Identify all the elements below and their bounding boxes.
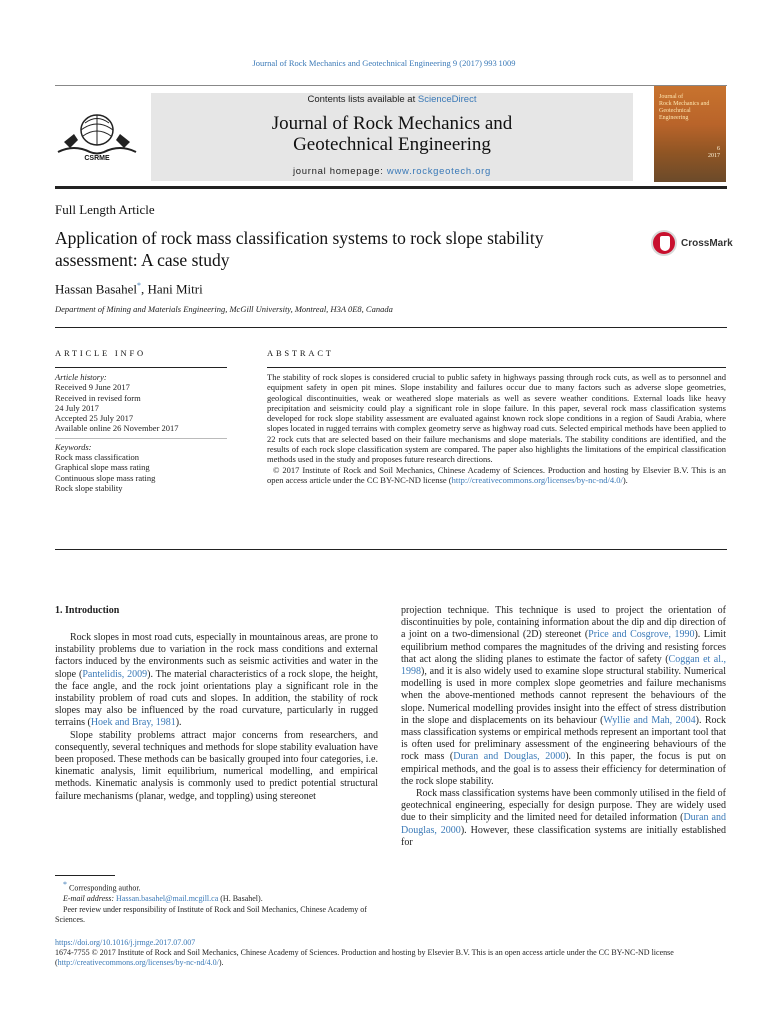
intro-paragraph-3: projection technique. This technique is used to project the orientation of discontinuities by pole, containing information about the dip and dip direction of a joint on a two-dimensional (2D) stereonet (Price and Cosgrove, 1990). Limit equilibrium method compares the magnitudes of the driving and resisting forces that act along the sliding planes to estimate the factor of safety (Coggan et al., 1998), and it is also widely used to examine slope structural stability. Numerical modelling is used in more complex slope geometries and failure mechanisms when the above-mentioned methods cannot represent the behaviours of the slope. Numerical modelling provides insight into the effect of stress distribution in the slope and displacements on its behaviour (Wyllie and Mah, 2004). Rock mass classification systems or empirical methods represent an important tool that is often used for preliminary assessment of the engineering behaviours of the rock mass (Duran and Douglas, 2000). In this paper, the focus is put on empirical methods, and the goal is to assess their efficiency for determination of the rock slope stability. [401,605,726,787]
contents-line [151,94,633,105]
publisher-logo-label: CSRME [84,155,110,162]
homepage-link[interactable]: www.rockgeotech.org [386,166,492,177]
crossmark-icon [651,230,677,256]
running-header: Journal of Rock Mechanics and Geotechnical Engineering 9 (2017) 993 1009 [252,58,516,68]
journal-title-line1: Journal of Rock Mechanics and [271,113,513,134]
cover-title-line4: Engineering [659,115,689,121]
footer-license-link[interactable]: http://creativecommons.org/licenses/by-nc-nd/4.0/ [57,958,219,967]
cover-title-line1: Journal of [659,94,684,100]
abstract-bottom-rule [55,549,727,550]
author-separator: , [140,281,148,297]
homepage-prefix: journal homepage: [292,166,387,177]
corresponding-author-note: * Corresponding author. [63,880,141,893]
introduction-heading: 1. Introduction [55,605,120,616]
intro-paragraph-2: Slope stability problems attract major concerns from researchers, and consequently, several techniques and methods for slope stability evaluation have been proposed. These methods can be basically grouped into four categories, i.e. kinematic analysis, limit equilibrium, numerical modelling, and empirical methods. Kinematic analysis is commonly used to predict potential structural failure mechanisms (planar, wedge, and toppling) using stereonet [55,729,378,802]
affiliation: Department of Mining and Materials Engineering, McGill University, Montreal, H3A 0E8, Canada [55,304,393,314]
author-2[interactable]: Hani Mitri [147,281,203,297]
journal-title-line2: Geotechnical Engineering [293,134,491,155]
peer-review-note: Peer review under responsibility of Institute of Rock and Soil Mechanics, Chinese Academy of Sciences. [55,904,367,925]
journal-title [151,113,633,155]
history-item: Accepted 25 July 2017 [55,413,134,424]
intro-paragraph-1: Rock slopes in most road cuts, especially in mountainous areas, are prone to instability problems due to variation in the rock mass conditions and external factors induced by the environments such as seismic activities and water in the slope (Pantelidis, 2009). The material characteristics of a rock slope, the height, the face angle, and the rock joint orientations play a significant role in the instability problem of road cuts and slopes. In addition, the stability of rock slopes may also be influenced by the road curvature, particularly in rugged terrains (Hoek and Bray, 1981). [55,632,378,729]
crossmark-label: CrossMark [681,238,733,249]
abstract-rule [267,367,726,368]
doi-link[interactable]: https://doi.org/10.1016/j.jrmge.2017.07.007 [55,938,196,947]
corresponding-mark[interactable]: * [136,281,141,290]
history-item: Available online 26 November 2017 [55,423,179,434]
affiliation-rule [55,327,727,328]
ref-pantelidis-2009[interactable]: Pantelidis, 2009 [82,668,148,680]
ref-hoek-bray-1981[interactable]: Hoek and Bray, 1981 [90,717,176,729]
cover-title [659,94,721,122]
license-link-part1[interactable]: http://creativecommons.org/ [451,474,548,485]
article-info [55,372,227,493]
keyword: Rock slope stability [55,482,123,493]
crossmark-button[interactable] [651,230,733,258]
history-item: Received in revised form [55,392,141,403]
history-item: Received 9 June 2017 [55,382,130,393]
cover-title-line3: Geotechnical [659,108,691,114]
page-footer [55,938,727,968]
ref-price-cosgrove-1990[interactable]: Price and Cosgrove, 1990 [588,629,695,641]
header-rule-top [55,85,727,86]
keyword: Rock mass classification [55,452,140,463]
abstract-text [267,372,726,485]
footnote-mark: * [63,880,67,889]
copyright-text: © 2017 Institute of Rock and Soil Mechanics, Chinese Academy of Sciences. Production and hosting by Elsevier B.V. This is an open access article under the CC BY-NC-ND license ( [267,464,726,485]
cover-issue-line2: 2017 [708,153,720,159]
journal-cover-image[interactable] [654,86,726,182]
article-title [55,227,645,271]
sciencedirect-link[interactable]: ScienceDirect [417,94,477,105]
article-info-rule [55,367,227,368]
ref-duran-douglas-2000-b[interactable]: Duran and Douglas, 2000 [401,812,726,836]
cover-issue-line1: 6 [717,146,720,152]
copyright-close: ). [622,474,628,485]
article-type: Full Length Article [55,202,155,217]
ref-wyllie-mah-2004[interactable]: Wyllie and Mah, 2004 [603,714,696,726]
body-right-column [401,605,726,849]
author-email-link[interactable]: Hassan.basahel@mail.mcgill.ca [116,894,219,904]
keywords-divider [55,438,227,439]
footer-license: 1674-7755 © 2017 Institute of Rock and Soil Mechanics, Chinese Academy of Sciences. Production and hosting by Elsevier B.V. This is an open access article under the CC BY-NC-ND license (http://creativecommons.org/licenses/by-nc-nd/4.0/). [55,948,674,967]
contents-prefix: Contents lists available at [307,94,418,105]
abstract-body: The stability of rock slopes is considered crucial to public safety in highways passing through rock cuts, as well as to personnel and equipment safety in open pit mines. Slope instability and failures occur due to many factors such as adverse slope geometries, geological discontinuities, weak or weathered slope materials as well as severe weather conditions. External loads like heavy precipitation and seismicity could play a significant role in slope failure. In this paper, several rock mass classification systems developed for rock slope stability assessment are evaluated against known rock slope conditions in a region of Saudi Arabia, where slopes located in rugged terrains with complex geometry serve as highway road cuts. Selected empirical methods have been applied to 22 rock cuts that are selected based on their failure mechanisms and slope materials. The stability conditions are identified, and the results of each rock slope classification system are compared. The paper also highlights the limitations of the empirical classification methods used in the study and proposes future research directions. [267,372,726,465]
license-link-part2[interactable]: licenses/by-nc-nd/4.0/ [547,474,623,485]
authors [55,281,203,297]
email-note: E-mail address: Hassan.basahel@mail.mcgill.ca (H. Basahel). [63,894,263,904]
cover-issue [708,146,720,160]
keyword: Continuous slope mass rating [55,472,156,483]
ref-duran-douglas-2000[interactable]: Duran and Douglas, 2000 [453,751,566,763]
cover-title-line2: Rock Mechanics and [659,101,710,107]
intro-paragraph-4: Rock mass classification systems have been commonly utilised in the field of geotechnical engineering, especially for design purpose. They are widely used due to their simplicity and the limited need for detailed information (Duran and Douglas, 2000). However, these classification systems are initially established for [401,788,726,848]
footnote [55,880,378,926]
keyword: Graphical slope mass rating [55,462,150,473]
body-left-column [55,632,378,803]
keywords-label: Keywords: [55,441,92,452]
abstract-copyright [267,465,726,486]
author-1[interactable]: Hassan Basahel [55,281,137,297]
article-info-heading: ARTICLE INFO [55,348,146,358]
article-title-line1: Application of rock mass classification systems to rock slope stability [55,228,544,248]
ref-coggan-1998[interactable]: Coggan et al., 1998 [401,653,726,678]
header-rule-thick [55,186,727,189]
article-title-line2: assessment: A case study [55,250,230,270]
journal-homepage [151,166,633,177]
footnote-rule [55,875,115,876]
history-label: Article history: [55,372,107,382]
history-item: 24 July 2017 [55,402,99,413]
abstract-heading: ABSTRACT [267,348,334,358]
